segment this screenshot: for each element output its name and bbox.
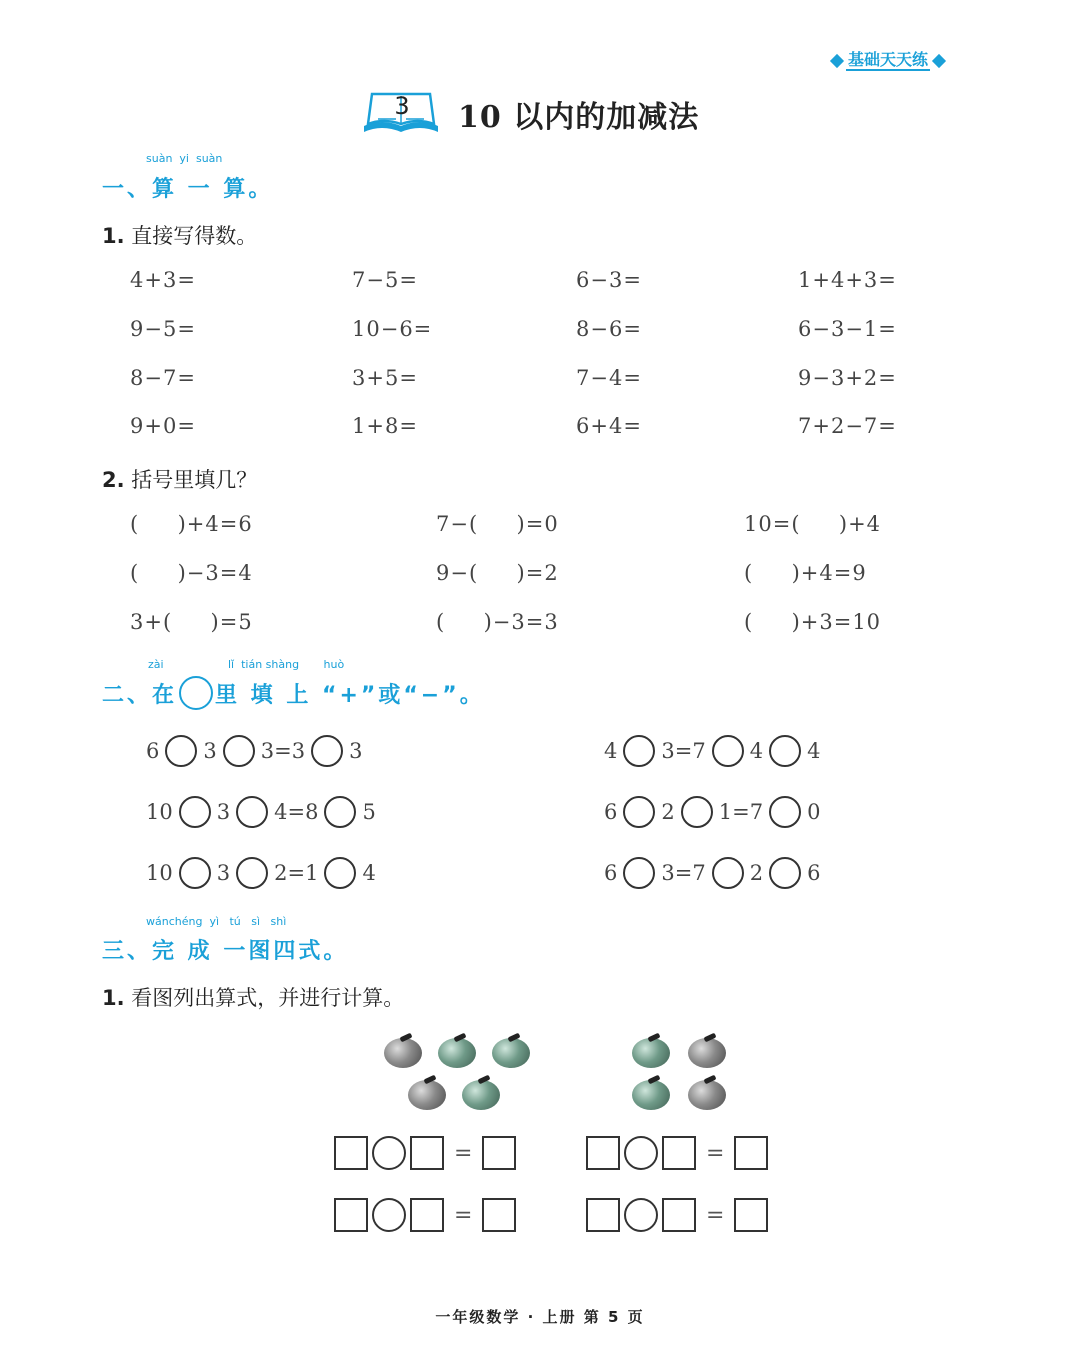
equation-number: 4 [362, 861, 376, 885]
series-tag [832, 50, 944, 72]
q1-text: 直接写得数。 [131, 224, 258, 248]
operator-blank[interactable] [712, 735, 744, 767]
section2-title-part2: 里 填 上 “+”或“−”。 [215, 682, 485, 708]
section1-title: 一、算 一 算。 [102, 177, 274, 202]
section2-title [102, 676, 485, 710]
q2-expression[interactable]: 3+( )=5 [130, 610, 253, 634]
q2-expression[interactable]: ( )+3=10 [744, 610, 882, 634]
operator-blank[interactable] [712, 857, 744, 889]
q2-expression[interactable]: ( )+4=6 [130, 512, 253, 536]
equals-sign: = [706, 1202, 725, 1228]
equation-number: 2 [661, 800, 675, 824]
q2-expression[interactable]: 7−( )=0 [436, 512, 559, 536]
section2-pinyin-zai: zài [148, 658, 164, 671]
section2-pinyin: lǐ tián shàng huò [228, 658, 345, 671]
equation-boxes [586, 1136, 768, 1170]
result-box[interactable] [482, 1198, 516, 1232]
operator-blank[interactable] [324, 857, 356, 889]
q2-number: 2. [102, 468, 125, 492]
operator-blank[interactable] [179, 857, 211, 889]
q1-heading [102, 220, 257, 250]
circle-equation-row [604, 735, 820, 767]
q2-expression[interactable]: 9−( )=2 [436, 561, 559, 585]
s3-q1-number: 1. [102, 986, 125, 1010]
result-box[interactable] [734, 1198, 768, 1232]
circle-equation-row [146, 796, 376, 828]
q1-expression: 8−6= [576, 317, 642, 341]
number-box[interactable] [410, 1136, 444, 1170]
apple-icon [492, 1038, 530, 1068]
equals-sign: = [454, 1140, 473, 1166]
q1-expression: 1+4+3= [798, 268, 897, 292]
number-box[interactable] [410, 1198, 444, 1232]
q1-expression: 3+5= [352, 366, 418, 390]
apple-icon [408, 1080, 446, 1110]
operator-blank[interactable] [769, 796, 801, 828]
operator-blank[interactable] [623, 735, 655, 767]
page-footer: 一年级数学 · 上册 第 5 页 [435, 1308, 645, 1326]
number-box[interactable] [586, 1136, 620, 1170]
equation-number: 3 [203, 739, 217, 763]
result-box[interactable] [734, 1136, 768, 1170]
equation-number: 2=1 [274, 861, 319, 885]
q1-expression: 6−3= [576, 268, 642, 292]
equation-number: 6 [604, 800, 618, 824]
equation-number: 3 [216, 861, 231, 885]
number-box[interactable] [334, 1136, 368, 1170]
equation-boxes [586, 1198, 768, 1232]
q1-expression: 6−3−1= [798, 317, 897, 341]
q1-expression: 7+2−7= [798, 414, 897, 438]
apple-icon [384, 1038, 422, 1068]
equation-boxes [334, 1136, 516, 1170]
equation-number: 4 [749, 739, 764, 763]
q2-heading [102, 464, 257, 494]
result-box[interactable] [482, 1136, 516, 1170]
q1-expression: 9+0= [130, 414, 196, 438]
section3-title: 三、完 成 一图四式。 [102, 939, 349, 964]
circle-equation-row [604, 796, 820, 828]
operator-blank[interactable] [623, 796, 655, 828]
number-box[interactable] [586, 1198, 620, 1232]
section3-pinyin: wánchéng yì tú sì shì [146, 915, 287, 928]
operator-blank[interactable] [165, 735, 197, 767]
equation-number: 3=3 [260, 739, 306, 763]
equation-number: 5 [362, 800, 376, 824]
equation-number: 10 [146, 861, 173, 885]
circle-equation-row [146, 857, 376, 889]
equation-number: 3 [216, 800, 231, 824]
operator-blank[interactable] [769, 735, 801, 767]
q1-expression: 9−3+2= [798, 366, 897, 390]
series-tag-label: 基础天天练 [848, 50, 929, 69]
equation-number: 6 [146, 739, 160, 763]
equation-number: 4 [807, 739, 821, 763]
equation-number: 0 [807, 800, 821, 824]
q1-expression: 8−7= [130, 366, 196, 390]
operator-circle[interactable] [372, 1136, 406, 1170]
circle-equation-row [604, 857, 820, 889]
circle-icon [179, 676, 213, 710]
operator-blank[interactable] [179, 796, 211, 828]
page-title: 10 以内的加减法 [458, 100, 700, 135]
equation-number: 4 [604, 739, 618, 763]
operator-blank[interactable] [623, 857, 655, 889]
q2-expression[interactable]: 10=( )+4 [744, 512, 882, 536]
apple-icon [688, 1080, 726, 1110]
q1-expression: 1+8= [352, 414, 418, 438]
equals-sign: = [454, 1202, 473, 1228]
s3-q1-heading [102, 982, 404, 1012]
q1-expression: 6+4= [576, 414, 642, 438]
equation-number: 2 [749, 861, 764, 885]
apple-icon [438, 1038, 476, 1068]
number-box[interactable] [662, 1136, 696, 1170]
q2-text: 括号里填几？ [131, 468, 258, 492]
lesson-number: 3 [394, 92, 410, 120]
diamond-right-icon [932, 54, 946, 68]
equation-number: 6 [807, 861, 821, 885]
equation-number: 10 [146, 800, 173, 824]
equation-number: 6 [604, 861, 618, 885]
operator-circle[interactable] [624, 1136, 658, 1170]
section1-pinyin: suàn yi suàn [146, 152, 223, 165]
q1-expression: 7−5= [352, 268, 418, 292]
equation-number: 3 [349, 739, 363, 763]
operator-blank[interactable] [236, 857, 268, 889]
number-box[interactable] [662, 1198, 696, 1232]
q2-expression[interactable]: ( )−3=3 [436, 610, 559, 634]
equation-number: 3=7 [661, 861, 706, 885]
q1-expression: 4+3= [130, 268, 196, 292]
operator-blank[interactable] [223, 735, 255, 767]
apple-icon [462, 1080, 500, 1110]
operator-blank[interactable] [324, 796, 356, 828]
q1-expression: 10−6= [352, 317, 433, 341]
equation-boxes [334, 1198, 516, 1232]
diamond-left-icon [830, 54, 844, 68]
operator-circle[interactable] [624, 1198, 658, 1232]
operator-blank[interactable] [681, 796, 713, 828]
operator-blank[interactable] [311, 735, 343, 767]
section2-title-part1: 二、在 [102, 682, 178, 708]
q1-expression: 7−4= [576, 366, 642, 390]
equation-number: 1=7 [718, 800, 764, 824]
number-box[interactable] [334, 1198, 368, 1232]
apple-icon [688, 1038, 726, 1068]
equation-number: 4=8 [274, 800, 319, 824]
q1-expression: 9−5= [130, 317, 196, 341]
operator-blank[interactable] [769, 857, 801, 889]
operator-blank[interactable] [236, 796, 268, 828]
equals-sign: = [706, 1140, 725, 1166]
apple-icon [632, 1038, 670, 1068]
equation-number: 3=7 [661, 739, 706, 763]
q1-number: 1. [102, 224, 125, 248]
s3-q1-text: 看图列出算式，并进行计算。 [131, 986, 405, 1010]
operator-circle[interactable] [372, 1198, 406, 1232]
q2-expression[interactable]: ( )−3=4 [130, 561, 253, 585]
q2-expression[interactable]: ( )+4=9 [744, 561, 867, 585]
circle-equation-row [146, 735, 362, 767]
apple-icon [632, 1080, 670, 1110]
